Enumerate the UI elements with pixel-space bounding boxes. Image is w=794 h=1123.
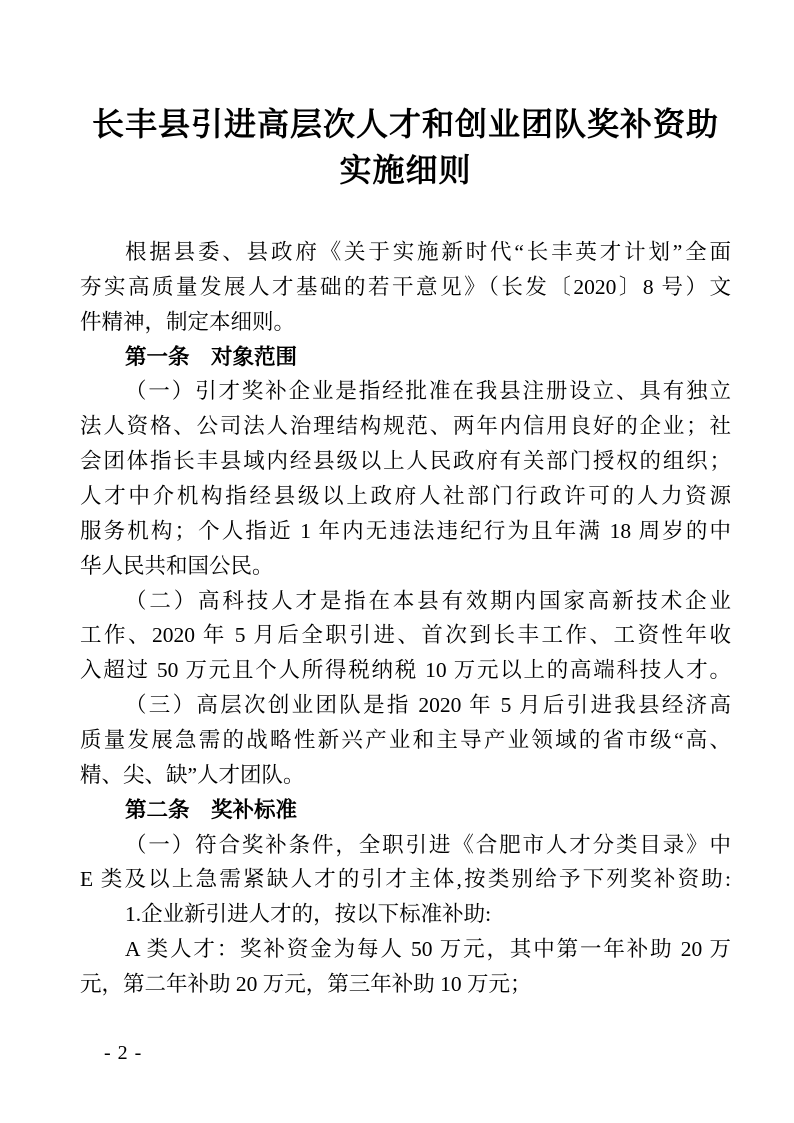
paragraph-intro (80, 235, 731, 340)
text-line: 华人民共和国公民。 (80, 553, 274, 578)
text-line: 件精神，制定本细则。 (80, 309, 296, 334)
text-line: （二）高科技人才是指在本县有效期内国家高新技术企业 (125, 588, 731, 613)
text-line: 精、尖、缺”人才团队。 (80, 762, 305, 787)
paragraph-class-a (80, 932, 731, 1002)
heading-line: 第一条 对象范围 (125, 344, 298, 369)
text-line: 法人资格、公司法人治理结构规范、两年内信用良好的企业；社 (80, 414, 731, 439)
text-line: E 类及以上急需紧缺人才的引才主体,按类别给予下列奖补资助: (80, 867, 731, 892)
title-line-2: 实施细则 (339, 152, 472, 188)
text-line: 入超过 50 万元且个人所得税纳税 10 万元以上的高端科技人才。 (80, 658, 731, 683)
title-line-1: 长丰县引进高层次人才和创业团队奖补资助 (91, 106, 719, 142)
text-line: （三）高层次创业团队是指 2020 年 5 月后引进我县经济高 (125, 693, 731, 718)
section-heading-article-2 (80, 793, 731, 828)
text-line: 人才中介机构指经县级以上政府人社部门行政许可的人力资源 (80, 484, 731, 509)
paragraph-item-2 (80, 584, 731, 689)
text-line: 会团体指长丰县域内经县级以上人民政府有关部门授权的组织； (80, 449, 731, 474)
text-line: （一）引才奖补企业是指经批准在我县注册设立、具有独立 (125, 379, 731, 404)
text-line: （一）符合奖补条件，全职引进《合肥市人才分类目录》中 (125, 832, 731, 857)
text-line: A 类人才：奖补资金为每人 50 万元，其中第一年补助 20 万 (125, 937, 731, 962)
text-line: 1.企业新引进人才的，按以下标准补助: (125, 902, 492, 927)
text-line: 根据县委、县政府《关于实施新时代“长丰英才计划”全面 (125, 240, 731, 264)
text-line: 夯实高质量发展人才基础的若干意见》（长发〔2020〕8 号）文 (80, 274, 731, 299)
text-line: 元，第二年补助 20 万元，第三年补助 10 万元； (80, 972, 532, 997)
heading-line: 第二条 奖补标准 (125, 797, 298, 822)
document-content (80, 101, 731, 1002)
paragraph-standard-1 (80, 828, 731, 898)
paragraph-item-1 (80, 374, 731, 583)
document-title (80, 101, 731, 193)
text-line: 服务机构；个人指近 1 年内无违法违纪行为且年满 18 周岁的中 (80, 518, 731, 543)
text-line: 质量发展急需的战略性新兴产业和主导产业领域的省市级“高、 (80, 728, 731, 753)
page-number: - 2 - (104, 1042, 143, 1064)
section-heading-article-1 (80, 340, 731, 375)
document-body (80, 235, 731, 1002)
paragraph-standard-2 (80, 897, 731, 932)
paragraph-item-3 (80, 688, 731, 793)
text-line: 工作、2020 年 5 月后全职引进、首次到长丰工作、工资性年收 (80, 623, 731, 648)
